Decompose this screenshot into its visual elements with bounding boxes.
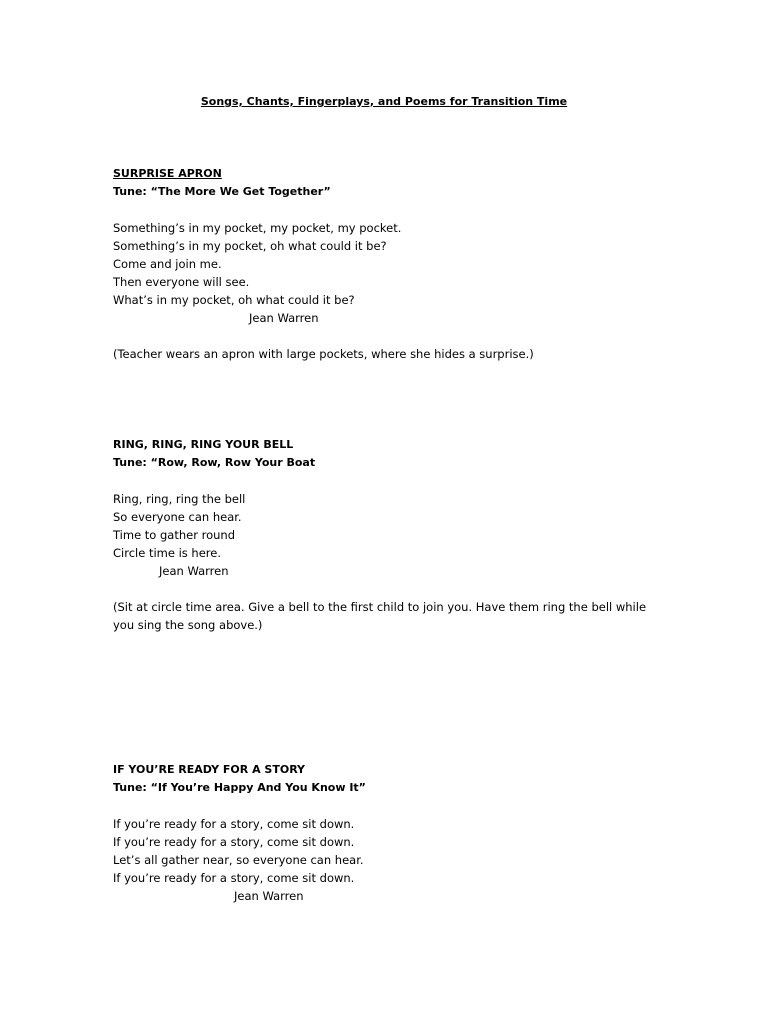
spacer (113, 472, 653, 490)
song-line: Circle time is here. (113, 546, 221, 560)
song-author: Jean Warren (249, 311, 319, 325)
spacer (113, 201, 653, 219)
song-line: If you’re ready for a story, come sit down. (113, 835, 355, 849)
song-note: (Teacher wears an apron with large pockets, where she hides a surprise.) (113, 347, 534, 361)
song-ring-your-bell (113, 436, 653, 634)
song-line: Something’s in my pocket, oh what could it be? (113, 239, 387, 253)
song-heading-text: SURPRISE APRON (113, 167, 222, 180)
spacer (113, 580, 653, 598)
song-line: Something’s in my pocket, my pocket, my pocket. (113, 221, 402, 235)
song-heading: RING, RING, RING YOUR BELL (113, 438, 294, 451)
song-line: What’s in my pocket, oh what could it be? (113, 293, 355, 307)
song-heading: IF YOU’RE READY FOR A STORY (113, 763, 306, 776)
song-note: (Sit at circle time area. Give a bell to the first child to join you. Have them ring the bell while you sing the song above.) (113, 600, 647, 632)
song-line: Let’s all gather near, so everyone can hear. (113, 853, 364, 867)
song-heading (113, 165, 653, 183)
song-line: Then everyone will see. (113, 275, 250, 289)
song-line: So everyone can hear. (113, 510, 242, 524)
song-ready-for-story (113, 761, 653, 905)
spacer (113, 327, 653, 345)
document-title (0, 95, 768, 109)
song-tune: Tune: “The More We Get Together” (113, 185, 331, 198)
song-line: Time to gather round (113, 528, 235, 542)
song-author: Jean Warren (159, 564, 229, 578)
song-line: If you’re ready for a story, come sit down. (113, 871, 355, 885)
song-surprise-apron (113, 165, 653, 363)
song-author: Jean Warren (234, 889, 304, 903)
song-tune: Tune: “Row, Row, Row Your Boat (113, 456, 316, 469)
song-line: Come and join me. (113, 257, 222, 271)
song-line: Ring, ring, ring the bell (113, 492, 246, 506)
song-tune: Tune: “If You’re Happy And You Know It” (113, 781, 366, 794)
spacer (113, 797, 653, 815)
song-line: If you’re ready for a story, come sit down. (113, 817, 355, 831)
document-title-text: Songs, Chants, Fingerplays, and Poems for Transition Time (200, 95, 568, 108)
